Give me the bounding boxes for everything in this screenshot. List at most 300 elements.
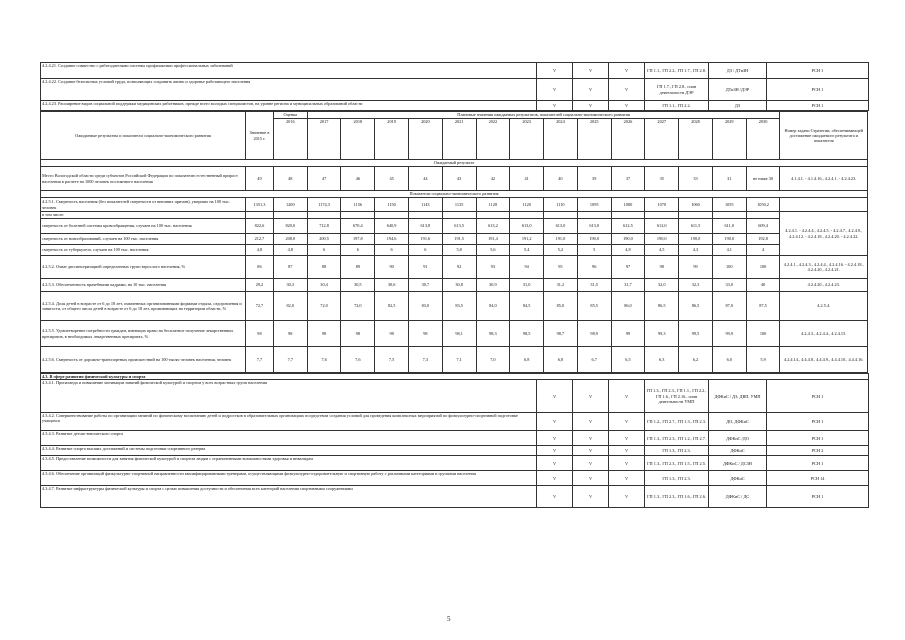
period-mark: V: [573, 380, 609, 413]
indicator-value: 33: [679, 167, 713, 191]
indicator-value: 6: [341, 245, 375, 256]
task-text: 4.3.4.5. Предоставление возможности для занятия физической культурой и спортом людям с ограниченными возможностями здоровья и инвалидам: [41, 456, 537, 471]
indicator-value: 1174,3: [307, 198, 341, 212]
indicator-value: 85,5: [577, 292, 611, 321]
period-mark: V: [537, 63, 573, 79]
indicator-name: смертность от новообразований, случаев на 100 тыс. населения: [41, 234, 246, 245]
indicator-value: 712,8: [307, 219, 341, 234]
indicator-value: 822,6: [245, 219, 273, 234]
indicator-value: 30,8: [442, 279, 476, 292]
document-sheet: [40, 62, 868, 508]
table-row: [41, 219, 868, 234]
indicator-value: 5,6: [476, 245, 510, 256]
expected-result-label: Ожидаемый результат: [41, 160, 868, 167]
indicator-value: 83,0: [408, 292, 442, 321]
indicator-value: 4: [746, 245, 780, 256]
period-mark: V: [537, 380, 573, 413]
indicator-value: 87,0: [712, 292, 746, 321]
program-ref: ГП 1.3., ГП 2.3., ГП 1.2., ГП 2.7.: [645, 431, 709, 446]
table-row: [41, 198, 868, 212]
indicator-value: 72,0: [341, 292, 375, 321]
indicator-value: 191,0: [544, 234, 578, 245]
table-row: [41, 279, 868, 292]
indicator-value: 7,7: [273, 347, 307, 373]
indicator-value: 88: [307, 256, 341, 279]
indicator-value: 4,5: [645, 245, 679, 256]
executor: ДФКиС: [709, 446, 767, 456]
indicator-value: 1080: [611, 198, 645, 212]
table-row: [41, 292, 868, 321]
indicator-value: 98,7: [544, 321, 578, 347]
indicator-value: 613,8: [408, 219, 442, 234]
period-mark: V: [573, 79, 609, 101]
indicator-name: 4.2.5.2. Охват диспансеризацией определенных групп взрослого населения, %: [41, 256, 246, 279]
indicator-value: 1143: [408, 198, 442, 212]
period-mark: V: [537, 79, 573, 101]
indicator-value: 90: [375, 256, 409, 279]
table-row: [41, 79, 869, 101]
indicator-value: 613,2: [476, 219, 510, 234]
indicator-value: 98: [408, 321, 442, 347]
period-mark: V: [537, 456, 573, 471]
indicator-value: 5,2: [544, 245, 578, 256]
indicator-value: 48: [273, 167, 307, 191]
period-mark: V: [609, 63, 645, 79]
indicator-value: 612,0: [645, 219, 679, 234]
year-header: 2030: [746, 119, 780, 160]
period-mark: V: [573, 446, 609, 456]
indicator-value: 4,3: [679, 245, 713, 256]
indicator-value: 98,5: [510, 321, 544, 347]
indicator-value: не ниже 30: [746, 167, 780, 191]
risk-code: РСН 1: [767, 486, 869, 508]
year-header: 2023: [510, 119, 544, 160]
indicator-value: 100: [746, 256, 780, 279]
indicator-value: 32,3: [679, 279, 713, 292]
year-header: 2026: [611, 119, 645, 160]
indicator-name: 4.2.5.5. Удовлетворение потребности граждан, имеющих право на бесплатное получение лекарственных препаратов, в необходимых лекарственных препаратах, %: [41, 321, 246, 347]
indicator-value: 191,5: [442, 234, 476, 245]
indicator-value: 41: [510, 167, 544, 191]
indicator-value: 33,0: [712, 279, 746, 292]
year-header: 2016: [273, 119, 307, 160]
period-mark: V: [573, 456, 609, 471]
indicator-value: 87: [273, 256, 307, 279]
indicator-value: 1135: [442, 198, 476, 212]
indicator-value: 5,8: [442, 245, 476, 256]
indicator-value: 4,8: [245, 245, 273, 256]
indicator-value: 609,4: [746, 219, 780, 234]
indicator-value: 98: [273, 321, 307, 347]
indicator-value: 1128: [476, 198, 510, 212]
task-number-header: Номер задачи Стратегии, обеспечивающей достижение ожидаемого результата и показателя: [780, 112, 868, 160]
indicator-name: смертность от болезней системы кровообращения, случаев на 100 тыс. населения: [41, 219, 246, 234]
table-row: [41, 456, 869, 471]
year-header: 2018: [341, 119, 375, 160]
executor: ДФКиС / ДС: [709, 486, 767, 508]
indicator-value: 30,3: [273, 279, 307, 292]
indicator-value: 5,4: [510, 245, 544, 256]
indicator-value: 190,0: [645, 234, 679, 245]
indicator-value: 84,0: [476, 292, 510, 321]
indicator-value: 98,9: [577, 321, 611, 347]
indicator-value: 613,0: [544, 219, 578, 234]
period-mark: V: [573, 413, 609, 431]
year-header: 2027: [645, 119, 679, 160]
program-ref: ГП 1.2., ГП 2.7., ГП 1.3., ГП 2.3.: [645, 413, 709, 431]
risk-code: РСН 1: [767, 413, 869, 431]
indicator-value: 97: [611, 256, 645, 279]
table-row: [41, 212, 868, 219]
indicator-value: 98: [307, 321, 341, 347]
indicator-value: 6,5: [611, 347, 645, 373]
task-text: 4.3.4.2. Совершенствование работы по организации занятий по физическому воспитанию детей и подростков в образовательных организациях посредством создания условий для проведения комплексных мероприятий по физкультурно-спортивной подготовке учащихся: [41, 413, 537, 431]
period-mark: V: [609, 431, 645, 446]
task-table-top: [40, 62, 869, 111]
indicator-value: 49: [245, 167, 273, 191]
indicator-value: 613,0: [577, 219, 611, 234]
page-number: 5: [447, 615, 451, 623]
executor: ДЗ / ДТиЗН: [709, 63, 767, 79]
indicator-value: 197,8: [341, 234, 375, 245]
year-header: 2021: [442, 119, 476, 160]
indicator-value: 7,7: [245, 347, 273, 373]
executor: ДО, ДФКиС: [709, 413, 767, 431]
section-title: 4.3. В сфере развития физической культуры и спорта: [41, 374, 869, 380]
period-mark: V: [609, 486, 645, 508]
indicator-value: 5: [577, 245, 611, 256]
indicator-value: 94: [510, 256, 544, 279]
table-row: [41, 321, 868, 347]
indicator-value: 820,0: [273, 219, 307, 234]
indicator-value: 1150: [375, 198, 409, 212]
indicator-value: 46: [341, 167, 375, 191]
risk-code: РСН 1: [767, 79, 869, 101]
year-header: 2029: [712, 119, 746, 160]
indicator-value: 72,0: [307, 292, 341, 321]
task-number: 4.1.4.1. - 4.1.4.16., 4.2.4.1. - 4.2.4.23.: [780, 167, 868, 191]
indicator-value: 98,3: [476, 321, 510, 347]
risk-code: РСН 1: [767, 431, 869, 446]
table-row: [41, 446, 869, 456]
program-ref: ГП 1.3., ГП 2.3., ГП 1.1., ГП 2.2., ГП 1.6., ГП 2.16., план деятельности УМП: [645, 380, 709, 413]
indicator-value: 99: [679, 256, 713, 279]
task-number: 4.2.4.14., 4.4.4.8., 4.4.4.9., 4.4.4.10., 4.4.4.16.: [780, 347, 868, 373]
indicator-value: 44: [408, 167, 442, 191]
indicator-value: 212,7: [245, 234, 273, 245]
program-ref: ГП 1.1., ГП 2.2., ГП 1.7., ГП 2.8.: [645, 63, 709, 79]
indicator-value: 43: [442, 167, 476, 191]
indicator-name: 4.2.5.4. Доля детей в возрасте от 6 до 18 лет, охваченных организованными формами отдыха, оздоровления и занятости, от общего числа детей в возрасте от 6 до 18 лет, проживающих на территории области, %: [41, 292, 246, 321]
indicator-value: 7,6: [341, 347, 375, 373]
indicator-value: 1110: [544, 198, 578, 212]
indicator-value: 200,5: [307, 234, 341, 245]
indicator-value: 83,5: [442, 292, 476, 321]
year-header: 2020: [408, 119, 442, 160]
table-row: [41, 256, 868, 279]
table-row: [41, 413, 869, 431]
risk-code: РСН 1: [767, 380, 869, 413]
executor: ДФКиС / ДЗ, ДВП, УМП: [709, 380, 767, 413]
planned-header: Плановые значения ожидаемых результатов, показателей социально-экономического развития: [307, 112, 780, 119]
program-ref: ГП 1.3., ГП 2.3., ГП 1.6., ГП 2.6.: [645, 486, 709, 508]
indicator-value: 1156: [341, 198, 375, 212]
indicator-value: 47: [307, 167, 341, 191]
period-mark: V: [537, 413, 573, 431]
indicator-value: 31,2: [544, 279, 578, 292]
indicator-value: 7,3: [408, 347, 442, 373]
indicator-value: 86,5: [645, 292, 679, 321]
indicator-value: 31,5: [577, 279, 611, 292]
table-row: [41, 471, 869, 486]
indicator-value: 82,0: [273, 292, 307, 321]
indicator-value: 86,0: [611, 292, 645, 321]
indicators-table: [40, 111, 868, 373]
indicator-value: 95: [544, 256, 578, 279]
indicator-value: 208,0: [273, 234, 307, 245]
year-header: 2028: [679, 119, 713, 160]
indicator-value: 1060: [679, 198, 713, 212]
indicator-value: 4,1: [712, 245, 746, 256]
table-row: [41, 380, 869, 413]
period-mark: V: [609, 456, 645, 471]
indicator-name: 4.2.5.6. Смертность от дорожно-транспортных происшествий на 100 тысяч человек населения, человек: [41, 347, 246, 373]
indicator-value: [273, 212, 307, 219]
indicator-value: 98: [645, 256, 679, 279]
indicator-value: 85,0: [544, 292, 578, 321]
program-ref: ГП 1.3., ГП 2.3.: [645, 471, 709, 486]
risk-code: РСН 14: [767, 471, 869, 486]
table-row: [41, 63, 869, 79]
indicator-value: 31,0: [510, 279, 544, 292]
indicator-value: [679, 212, 713, 219]
indicator-value: 84,5: [510, 292, 544, 321]
indicator-value: 1055: [712, 198, 746, 212]
indicator-value: [746, 212, 780, 219]
executor: ДЗ: [709, 101, 767, 111]
indicator-value: [245, 212, 273, 219]
indicator-value: 190,0: [679, 234, 713, 245]
indicator-value: [442, 212, 476, 219]
year-header: 2024: [544, 119, 578, 160]
indicator-value: 5,9: [746, 347, 780, 373]
indicator-value: 98,1: [442, 321, 476, 347]
indicator-value: 39: [577, 167, 611, 191]
year-header: 2025: [577, 119, 611, 160]
indicator-value: 6,2: [679, 347, 713, 373]
indicator-value: [375, 212, 409, 219]
period-mark: V: [609, 380, 645, 413]
period-mark: V: [537, 446, 573, 456]
task-text: 4.3.4.7. Развитие инфраструктуры физической культуры и спорта с целью повышения доступности и обеспечения всех категорий населения спортивными сооружениями: [41, 486, 537, 508]
indicator-value: 86,5: [679, 292, 713, 321]
indicator-value: 191,4: [476, 234, 510, 245]
indicator-value: 96: [577, 256, 611, 279]
period-mark: V: [609, 413, 645, 431]
task-number: 4.2.4.20., 4.2.4.23.: [780, 279, 868, 292]
year-header: 2022: [476, 119, 510, 160]
indicator-value: [611, 212, 645, 219]
indicator-value: 1351,3: [245, 198, 273, 212]
program-ref: ГП 1.1., ГП 2.2.: [645, 101, 709, 111]
table-row: [41, 486, 869, 508]
period-mark: V: [537, 431, 573, 446]
indicator-value: 98: [341, 321, 375, 347]
period-mark: V: [537, 471, 573, 486]
executor: ДТиЗН /ДЭР: [709, 79, 767, 101]
estimate-header: Оценка: [273, 112, 307, 119]
year-header: 2019: [375, 119, 409, 160]
program-ref: ГП 1.7., ГП 2.8., план деятельности ДЭР: [645, 79, 709, 101]
indicators-label: Показатели социально-экономического развития: [41, 191, 868, 198]
indicator-value: 7,1: [442, 347, 476, 373]
indicator-value: 4,8: [273, 245, 307, 256]
risk-code: РСН 1: [767, 101, 869, 111]
indicator-value: 93: [476, 256, 510, 279]
indicator-value: 191,6: [408, 234, 442, 245]
base-value-header: Значение в 2015 г.: [245, 112, 273, 160]
table-row: [41, 245, 868, 256]
indicator-name: 4.2.5.1. Смертность населения (без показателей смертности от внешних причин), умерших на 100 тыс. человек: [41, 198, 246, 212]
executor: ДФКиС / ДСЗН: [709, 456, 767, 471]
indicator-name: смертность от туберкулеза, случаев на 100 тыс. населения: [41, 245, 246, 256]
period-mark: V: [609, 79, 645, 101]
program-ref: ГП 1.3., ГП 2.3.: [645, 446, 709, 456]
task-text: 4.3.4.4. Развитие спорта высших достижений и системы подготовки спортивного резерва: [41, 446, 537, 456]
task-table-bottom: [40, 373, 869, 508]
indicator-name: 4.2.5.3. Обеспеченность врачебными кадрами, на 10 тыс. населения: [41, 279, 246, 292]
period-mark: V: [537, 486, 573, 508]
indicator-value: 40: [544, 167, 578, 191]
indicator-header: Ожидаемые результаты и показатели социально-экономического развития: [41, 112, 246, 160]
indicator-value: 6: [307, 245, 341, 256]
indicator-value: 35: [645, 167, 679, 191]
indicator-value: 32,0: [645, 279, 679, 292]
indicator-value: 7,5: [375, 347, 409, 373]
indicator-value: [712, 212, 746, 219]
period-mark: V: [573, 63, 609, 79]
indicator-value: 6,7: [577, 347, 611, 373]
indicator-value: 98: [375, 321, 409, 347]
task-text: 4.2.4.21. Создание совместно с работодателями системы профилактики профессиональных заболеваний: [41, 63, 537, 79]
task-number: [780, 198, 868, 212]
indicator-value: 31,7: [611, 279, 645, 292]
indicator-value: 37: [611, 167, 645, 191]
indicator-value: 1050,2: [746, 198, 780, 212]
indicator-value: 6,0: [712, 347, 746, 373]
period-mark: V: [573, 471, 609, 486]
indicator-value: 670,4: [341, 219, 375, 234]
indicator-value: 45: [375, 167, 409, 191]
indicator-value: [544, 212, 578, 219]
executor: ДФКиС: [709, 471, 767, 486]
task-text: 4.3.4.3. Развитие детско-юношеского спорта: [41, 431, 537, 446]
risk-code: РСН 2: [767, 446, 869, 456]
indicator-value: 612,5: [611, 219, 645, 234]
indicator-value: 190,0: [577, 234, 611, 245]
period-mark: V: [537, 101, 573, 111]
indicator-value: 99,9: [712, 321, 746, 347]
period-mark: V: [609, 471, 645, 486]
indicator-value: 190,0: [712, 234, 746, 245]
indicator-value: 98: [245, 321, 273, 347]
indicator-value: 6,8: [510, 347, 544, 373]
indicator-value: 611,0: [712, 219, 746, 234]
indicator-value: 40: [746, 279, 780, 292]
indicator-value: [307, 212, 341, 219]
indicator-value: 92: [442, 256, 476, 279]
task-number: 4.2.4.1., 4.2.4.3., 4.2.4.4., 4.2.4.16. - 4.2.4.18., 4.2.4.20., 4.2.4.21.: [780, 256, 868, 279]
indicator-value: [510, 212, 544, 219]
table-row: [41, 431, 869, 446]
period-mark: V: [609, 101, 645, 111]
indicator-value: 192,8: [746, 234, 780, 245]
indicator-value: 99: [611, 321, 645, 347]
indicator-value: 72,7: [245, 292, 273, 321]
indicator-value: 82,5: [375, 292, 409, 321]
indicator-value: 42: [476, 167, 510, 191]
table-row: [41, 234, 868, 245]
indicator-value: [341, 212, 375, 219]
indicator-value: 99,3: [645, 321, 679, 347]
indicator-value: [408, 212, 442, 219]
indicator-value: 100: [746, 321, 780, 347]
task-number: 4.2.4.3., 4.2.4.4., 4.2.4.15.: [780, 321, 868, 347]
indicator-value: [577, 212, 611, 219]
indicator-value: 30,6: [375, 279, 409, 292]
table-row: [41, 101, 869, 111]
period-mark: V: [573, 101, 609, 111]
indicator-value: 194,6: [375, 234, 409, 245]
indicator-value: 190,0: [611, 234, 645, 245]
indicator-value: 6,3: [645, 347, 679, 373]
indicator-name: Место Вологодской области среди субъектов Российской Федерации по показателю естественный прирост населения в расчете на 1000 человек постоянного населения: [41, 167, 246, 191]
indicator-value: 1070: [645, 198, 679, 212]
indicator-name: в том числе:: [41, 212, 246, 219]
indicator-value: 99,5: [679, 321, 713, 347]
indicator-value: 29,2: [245, 279, 273, 292]
period-mark: V: [573, 431, 609, 446]
indicator-value: 191,2: [510, 234, 544, 245]
indicator-value: 30,9: [476, 279, 510, 292]
task-text: 4.2.4.23. Расширение видов социальной поддержки медицинских работников, прежде всего молодых специалистов, на уровне региона и муниципальных образований области: [41, 101, 537, 111]
indicator-value: [645, 212, 679, 219]
indicator-value: 1200: [273, 198, 307, 212]
indicator-value: 4,8: [611, 245, 645, 256]
period-mark: V: [609, 446, 645, 456]
indicator-value: 7,0: [476, 347, 510, 373]
risk-code: РСН 1: [767, 63, 869, 79]
indicator-value: 31: [712, 167, 746, 191]
year-header: 2017: [307, 119, 341, 160]
indicator-value: 86: [245, 256, 273, 279]
task-number: 4.2.4.1. - 4.2.4.4., 4.2.4.5. - 4.2.4.7., 4.2.4.9., 4.2.4.12. - 4.2.4.18., 4.2.4.20. - 4.2.4.22.: [780, 212, 868, 256]
indicator-value: 87,5: [746, 292, 780, 321]
indicator-value: 613,0: [510, 219, 544, 234]
indicator-value: 6: [375, 245, 409, 256]
task-text: 4.3.4.1. Пропаганда и повышение мотивации занятий физической культурой и спортом у всех возрастных групп населения: [41, 380, 537, 413]
indicator-value: 1120: [510, 198, 544, 212]
indicator-value: 100: [712, 256, 746, 279]
indicator-value: [476, 212, 510, 219]
program-ref: ГП 1.3., ГП 2.3., ГП 1.5., ГП 2.5.: [645, 456, 709, 471]
indicator-value: 611,5: [679, 219, 713, 234]
executor: ДФКиС /ДО: [709, 431, 767, 446]
risk-code: РСН 1: [767, 456, 869, 471]
period-mark: V: [573, 486, 609, 508]
indicator-value: 6,8: [544, 347, 578, 373]
indicator-value: 30,4: [307, 279, 341, 292]
